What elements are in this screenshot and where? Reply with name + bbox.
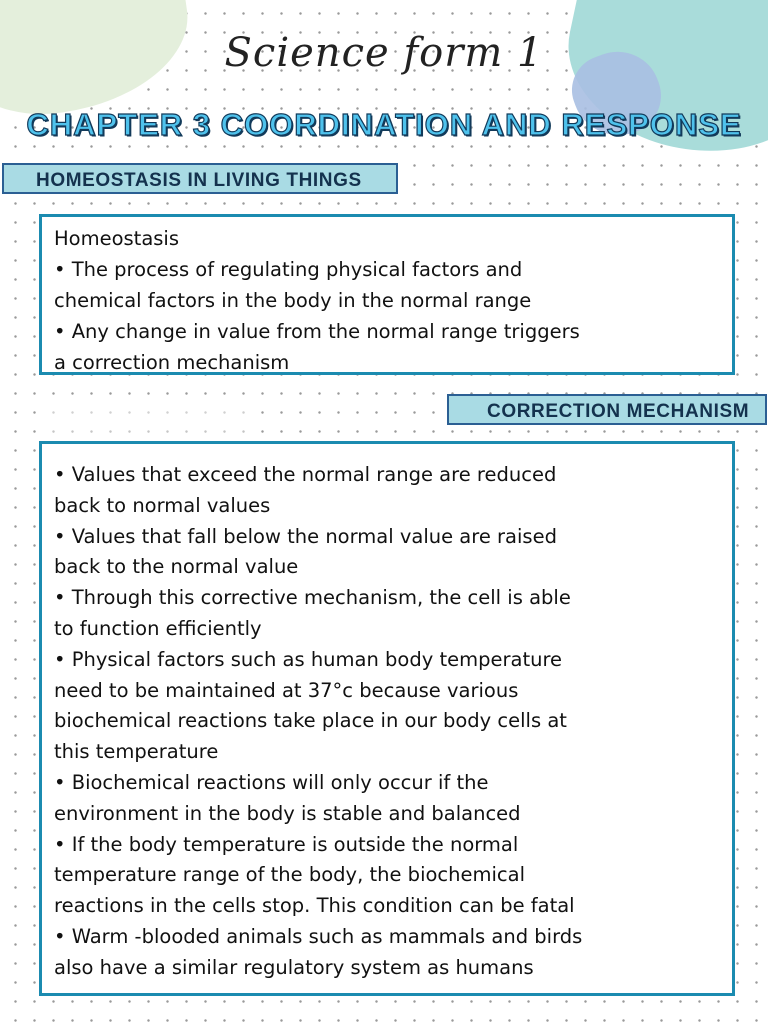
homeostasis-point: • Any change in value from the normal range triggers a correction mechanism [54, 320, 580, 374]
correction-box [39, 441, 735, 996]
homeostasis-box [39, 214, 735, 375]
correction-point: • If the body temperature is outside the normal temperature range of the body, the biochemical reactions in the cells stop. This condition can be fatal [54, 832, 575, 918]
correction-point: • Values that exceed the normal range are reduced back to normal values [54, 463, 557, 517]
correction-point: • Warm -blooded animals such as mammals and birds also have a similar regulatory system as humans [54, 924, 583, 979]
homeostasis-heading: Homeostasis [54, 227, 180, 250]
section-tag-correction: CORRECTION MECHANISM [447, 394, 767, 425]
faded-text-smudge [48, 404, 248, 434]
correction-point: • Values that fall below the normal value are raised back to the normal value [54, 524, 557, 579]
correction-point: • Through this corrective mechanism, the cell is able to function efficiently [54, 586, 571, 640]
correction-point: • Physical factors such as human body temperature need to be maintained at 37°c because various biochemical reactions take place in our body cells at this temperature [54, 647, 567, 764]
chapter-title: CHAPTER 3 COORDINATION AND RESPONSE [26, 107, 742, 142]
homeostasis-point: • The process of regulating physical factors and chemical factors in the body in the normal range [54, 258, 532, 312]
page-script-title: Science form 1 [224, 30, 544, 76]
section-tag-homeostasis: HOMEOSTASIS IN LIVING THINGS [2, 163, 398, 194]
correction-point: • Biochemical reactions will only occur if the environment in the body is stable and balanced [54, 770, 521, 825]
